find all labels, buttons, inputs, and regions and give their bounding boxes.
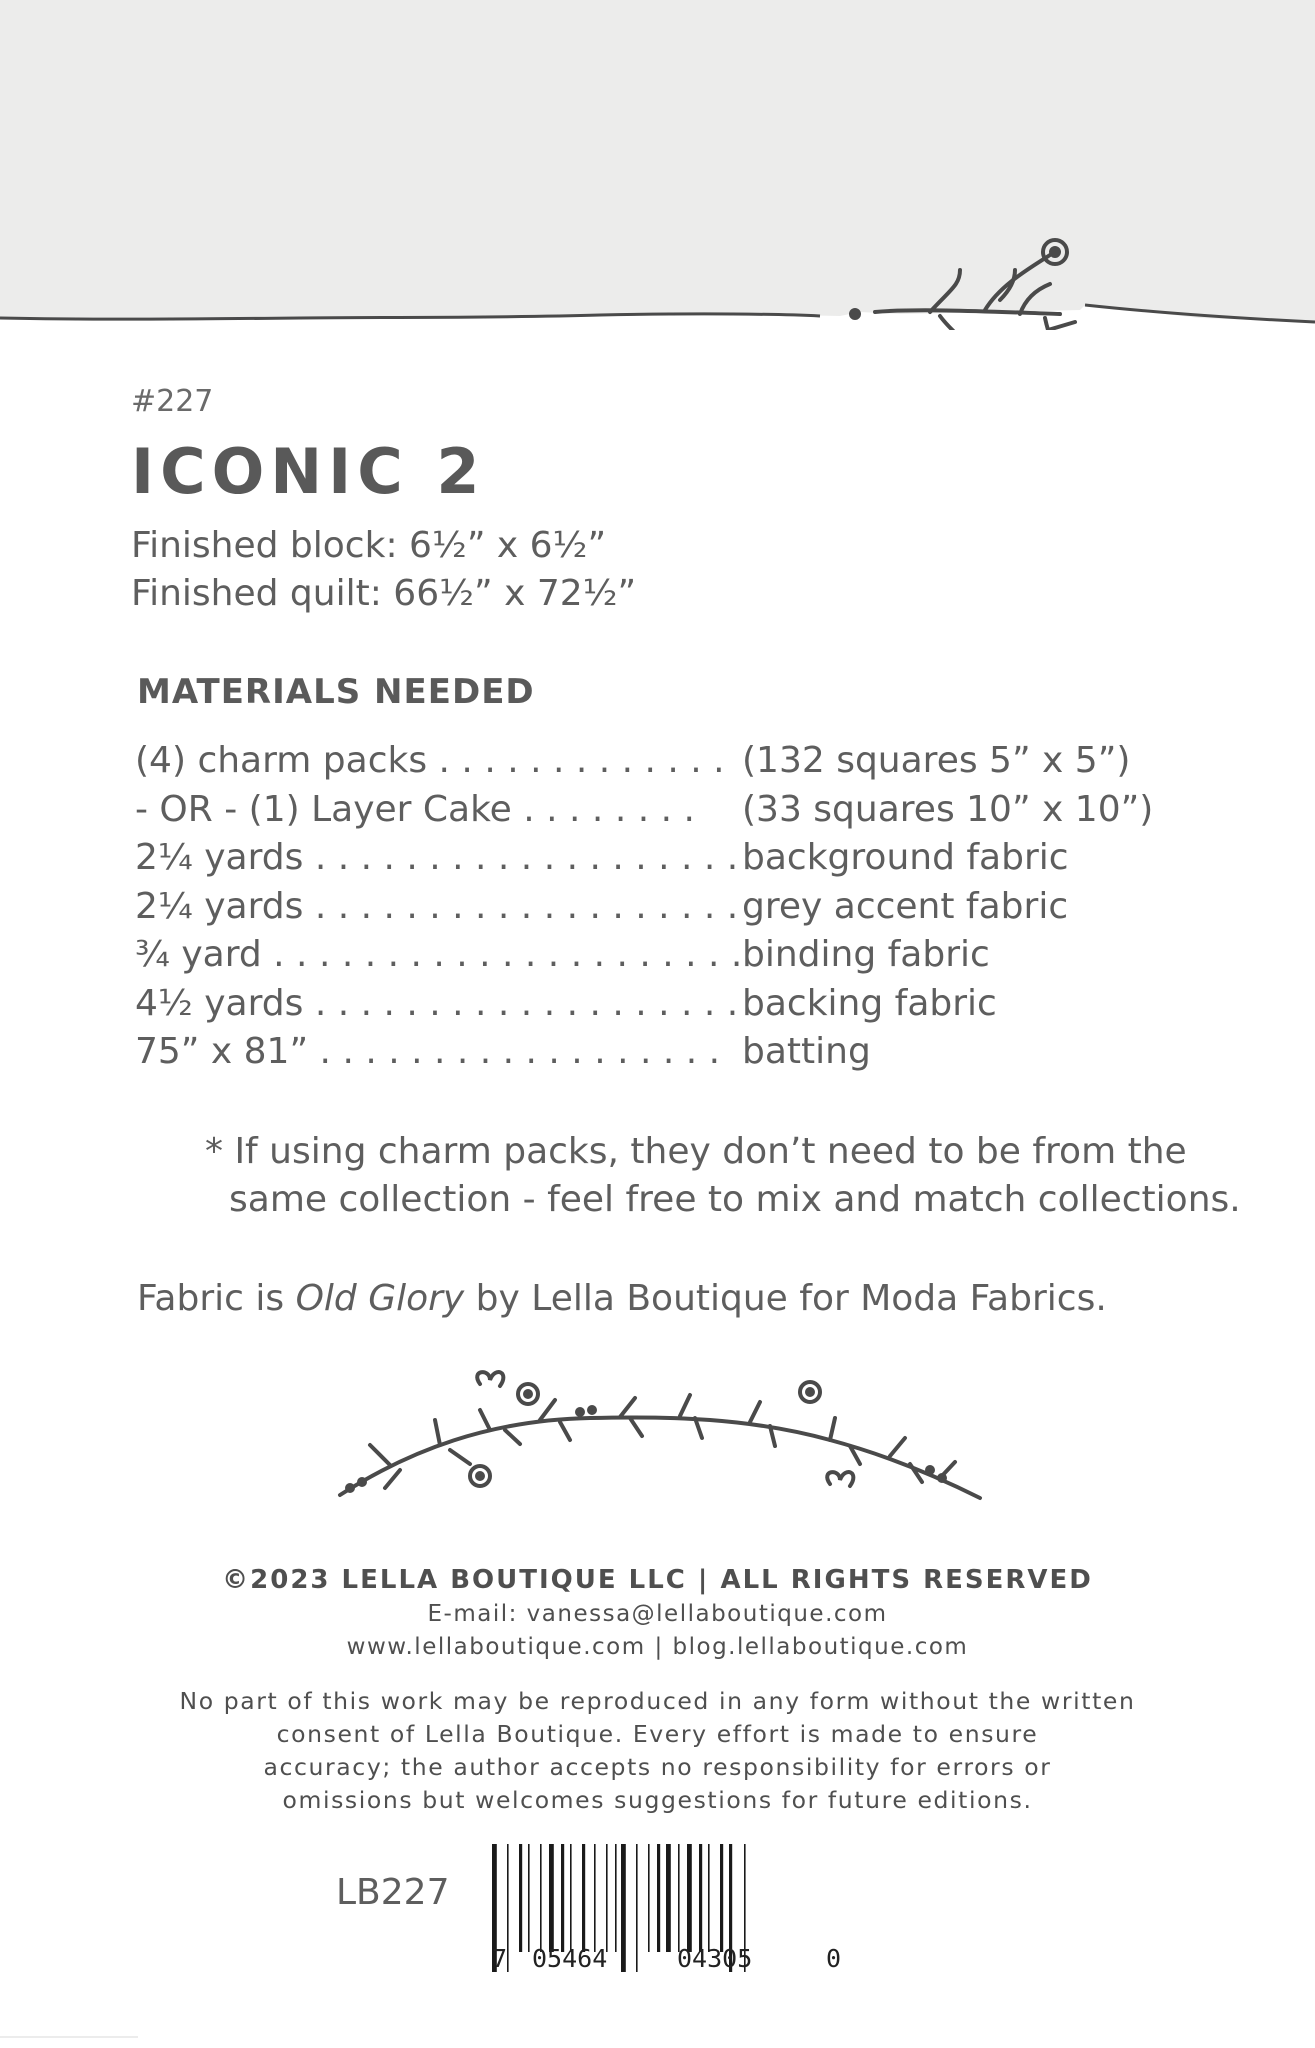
fabric-prefix: Fabric is [137, 1278, 296, 1319]
materials-row [135, 1031, 1135, 1080]
note-line-1: * If using charm packs, they don’t need to be from the [205, 1131, 1187, 1172]
note-line-2: same collection - feel free to mix and match collections. [229, 1179, 1241, 1220]
disclaimer-line: No part of this work may be reproduced in any form without the written [179, 1687, 1136, 1715]
material-quantity: 4½ yards . . . . . . . . . . . . . . . . . . . [135, 982, 739, 1024]
material-quantity: 2¼ yards . . . . . . . . . . . . . . . . . . . [135, 837, 739, 878]
email-line: E-mail: vanessa@lellaboutique.com [427, 1601, 888, 1627]
fabric-credit [137, 1278, 1107, 1319]
finished-quilt-size: Finished quilt: 66½” x 72½” [131, 573, 637, 614]
materials-row [135, 934, 1135, 983]
materials-row [135, 837, 1135, 886]
disclaimer [0, 1685, 1315, 1817]
material-use: (132 squares 5” x 5”) [742, 740, 1131, 781]
material-use: batting [742, 1031, 871, 1072]
charm-pack-note [205, 1128, 1241, 1224]
sku-code: LB227 [336, 1872, 450, 1913]
barcode-digit-left: 7 [492, 1944, 508, 1973]
material-use: grey accent fabric [742, 885, 1069, 927]
materials-row [135, 788, 1154, 838]
material-use: (33 squares 10” x 10”) [742, 788, 1154, 830]
barcode-digit-right: 0 [826, 1944, 842, 1973]
barcode-digits-group-1: 05464 [532, 1944, 608, 1973]
torn-paper-header [0, 0, 1315, 330]
materials-row [135, 886, 1135, 935]
materials-row [135, 983, 1135, 1032]
material-quantity: ¾ yard . . . . . . . . . . . . . . . . . . . . . [135, 934, 743, 975]
floral-vine-icon [330, 1360, 990, 1520]
disclaimer-line: omissions but welcomes suggestions for future editions. [282, 1786, 1033, 1814]
pattern-number: #227 [131, 384, 214, 419]
fabric-suffix: by Lella Boutique for Moda Fabrics. [464, 1278, 1107, 1319]
material-use: backing fabric [742, 982, 997, 1024]
material-quantity: (4) charm packs . . . . . . . . . . . . . [135, 740, 725, 781]
page-title: ICONIC 2 [131, 435, 486, 508]
barcode-digits-group-2: 04305 [677, 1944, 753, 1973]
disclaimer-line: accuracy; the author accepts no responsibility for errors or [263, 1753, 1052, 1781]
bottom-rule [0, 2036, 138, 2038]
materials-row [135, 740, 1135, 789]
materials-list [135, 740, 1154, 1080]
material-quantity: 75” x 81” . . . . . . . . . . . . . . . . . . [135, 1031, 721, 1072]
fabric-name: Old Glory [295, 1278, 465, 1319]
material-quantity: 2¼ yards . . . . . . . . . . . . . . . . . . . [135, 885, 739, 927]
material-use: background fabric [742, 837, 1069, 878]
websites-line: www.lellaboutique.com | blog.lellaboutique.com [346, 1634, 969, 1660]
material-quantity: - OR - (1) Layer Cake . . . . . . . . [135, 788, 695, 830]
materials-heading: MATERIALS NEEDED [137, 672, 535, 712]
material-use: binding fabric [742, 934, 990, 975]
finished-block-size: Finished block: 6½” x 6½” [131, 525, 607, 566]
copyright-line: ©2023 LELLA BOUTIQUE LLC | ALL RIGHTS RESERVED [222, 1565, 1093, 1595]
disclaimer-line: consent of Lella Boutique. Every effort is made to ensure [276, 1720, 1039, 1748]
